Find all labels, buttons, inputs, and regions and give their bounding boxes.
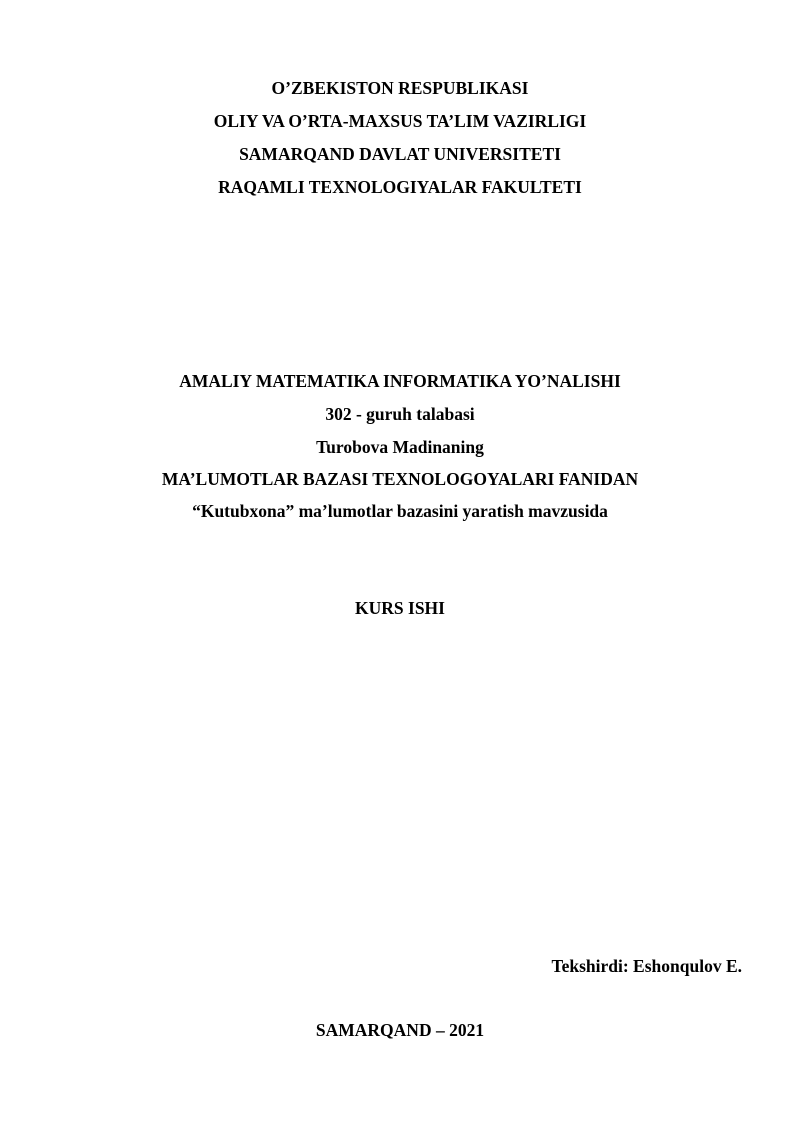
- ministry-line: OLIY VA O’RTA-MAXSUS TA’LIM VAZIRLIGI: [213, 111, 587, 131]
- student-name: Turobova Madinaning: [316, 437, 484, 457]
- supervisor-line: Tekshirdi: Eshonqulov E.: [551, 956, 742, 976]
- topic-line: “Kutubxona” ma’lumotlar bazasini yaratish mavzusida: [192, 501, 608, 521]
- university-line: SAMARQAND DAVLAT UNIVERSITETI: [239, 144, 561, 164]
- group-line: 302 - guruh talabasi: [325, 404, 475, 424]
- place-year-footer: SAMARQAND – 2021: [315, 1020, 485, 1040]
- document-type: KURS ISHI: [355, 598, 445, 618]
- faculty-line: RAQAMLI TEXNOLOGIYALAR FAKULTETI: [218, 177, 582, 197]
- direction-line: AMALIY MATEMATIKA INFORMATIKA YO’NALISHI: [179, 371, 621, 391]
- subject-line: MA’LUMOTLAR BAZASI TEXNOLOGOYALARI FANIDAN: [161, 469, 639, 489]
- ministry-country-line: O’ZBEKISTON RESPUBLIKASI: [271, 78, 529, 98]
